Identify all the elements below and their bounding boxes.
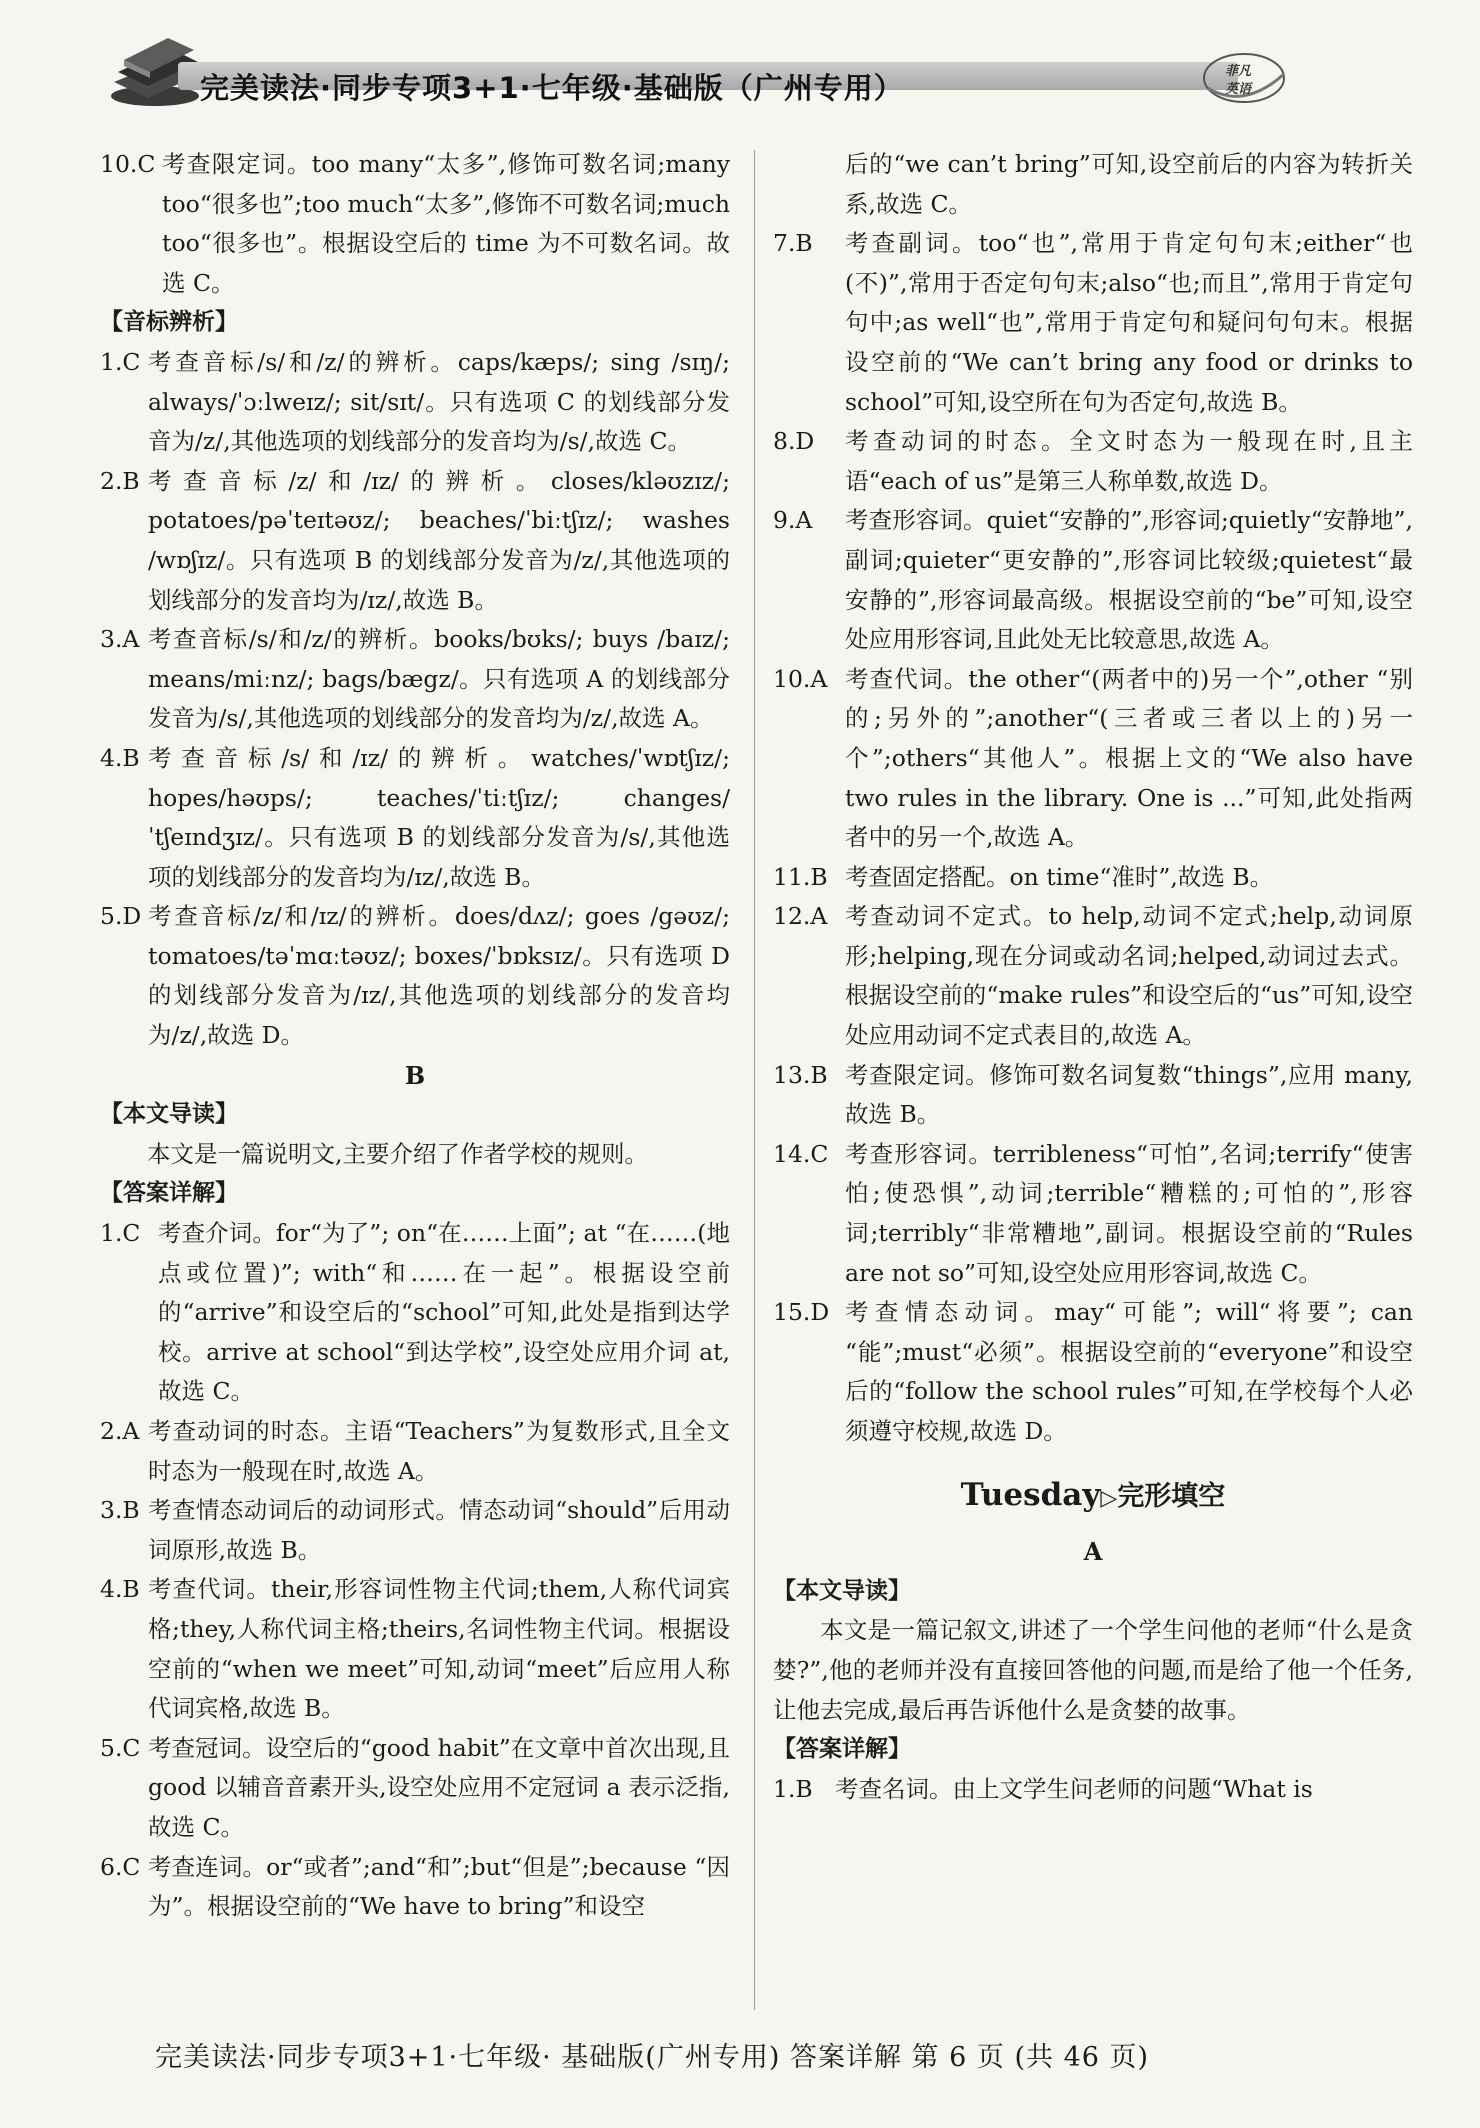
passage-heading-b: B (404, 1060, 426, 1090)
answer-item (100, 1214, 730, 1412)
item-text: 考查代词。the other“(两者中的)另一个”,other “别的;另外的”;another“(三者或三者以上的)另一个”;others“其他人”。根据上文的“We also have two rules in the library. One is ...”可知,此处指两者中的另一个,故选 A。 (845, 664, 1413, 852)
section-heading-guide: 【本文导读】 (773, 1577, 911, 1604)
item-number: 9.A (773, 506, 813, 535)
section-heading-guide: 【本文导读】 (100, 1101, 238, 1128)
guide-paragraph: 本文是一篇说明文,主要介绍了作者学校的规则。 (147, 1139, 648, 1168)
answer-item (100, 739, 730, 897)
answer-item (100, 343, 730, 462)
item-number: 6.C (100, 1852, 141, 1881)
item-text: 考查介词。for“为了”; on“在……上面”; at “在……(地点或位置)”; with“和……在一起”。根据设空前的“arrive”和设空后的“school”可知,此处是指到达学校。arrive at school“到达学校”,设空处应用介词 at,故选 C。 (158, 1219, 730, 1406)
item-text: 考查限定词。修饰可数名词复数“things”,应用 many,故选 B。 (845, 1060, 1413, 1129)
logo-text-1: 菲凡 (1225, 64, 1252, 79)
item-text: 考查音标/s/和/ɪz/的辨析。watches/ˈwɒtʃɪz/; hopes/həʊps/; teaches/ˈtiːtʃɪz/; changes/ˈtʃeɪndʒɪz/。只有选项 B 的划线部分发音为/s/,其他选项的划线部分的发音均为/ɪz/,故选 B。 (148, 743, 730, 891)
section-title-day: Tuesday (960, 1476, 1101, 1513)
section-heading-answers: 【答案详解】 (100, 1180, 238, 1207)
item-number: 11.B (773, 862, 828, 891)
answer-item (100, 620, 730, 739)
answer-item-continued (773, 145, 1413, 224)
answer-item (773, 1293, 1413, 1451)
item-number: 3.A (100, 625, 140, 654)
item-number: 10.C (100, 150, 156, 178)
item-text: 考查音标/s/和/z/的辨析。caps/kæps/; sing /sɪŋ/; always/ˈɔːlweɪz/; sit/sɪt/。只有选项 C 的划线部分发音为/z/,其他选项的划线部分的发音均为/s/,故选 C。 (148, 347, 730, 456)
item-number: 4.B (100, 1575, 140, 1604)
answer-item (773, 858, 1413, 898)
item-number: 12.A (773, 902, 828, 931)
item-text: 考查代词。their,形容词性物主代词;them,人称代词宾格;they,人称代词主格;theirs,名词性物主代词。根据设空前的“when we meet”可知,动词“meet”后应用人称代词宾格,故选 B。 (148, 1575, 730, 1723)
item-text: 考查动词的时态。主语“Teachers”为复数形式,且全文时态为一般现在时,故选 A。 (148, 1417, 730, 1485)
answer-item (100, 1570, 730, 1728)
item-number: 1.C (100, 347, 141, 376)
answer-item (773, 501, 1413, 659)
answer-item (773, 897, 1413, 1055)
answer-item (773, 1056, 1413, 1135)
answer-item (100, 1412, 730, 1491)
item-text: 考查冠词。设空后的“good habit”在文章中首次出现,且 good 以辅音音素开头,设空处应用不定冠词 a 表示泛指,故选 C。 (148, 1733, 730, 1841)
item-text: 考查音标/s/和/z/的辨析。books/bʊks/; buys /baɪz/; means/miːnz/; bags/bægz/。只有选项 A 的划线部分发音为/s/,其他选项的划线部分的发音均为/z/,故选 A。 (148, 625, 730, 733)
logo-text-2: 英语 (1225, 82, 1252, 97)
item-text: 考查动词的时态。全文时态为一般现在时,且主语“each of us”是第三人称单数,故选 D。 (845, 427, 1413, 495)
section-heading-answers: 【答案详解】 (773, 1736, 911, 1763)
item-number: 1.B (773, 1774, 813, 1803)
answer-item (773, 422, 1413, 501)
item-number: 15.D (773, 1298, 830, 1327)
item-text: 考查限定词。too many“太多”,修饰可数名词;many too“很多也”;too much“太多”,修饰不可数名词;much too“很多也”。根据设空后的 time 为不可数名词。故选 C。 (162, 150, 730, 297)
item-number: 13.B (773, 1060, 828, 1089)
header-title: 完美读法·同步专项3+1·七年级·基础版（广州专用） (200, 71, 904, 105)
item-number: 8.D (773, 427, 815, 456)
item-text: 考查音标/z/和/ɪz/的辨析。closes/kləʊzɪz/; potatoes/pəˈteɪtəʊz/; beaches/ˈbiːtʃɪz/; washes /wɒʃɪz/。只有选项 B 的划线部分发音为/z/,其他选项的划线部分的发音均为/ɪz/,故选 B。 (148, 466, 730, 614)
page-header (0, 0, 1480, 130)
item-text: 考查音标/z/和/ɪz/的辨析。does/dʌz/; goes /gəʊz/; tomatoes/təˈmɑːtəʊz/; boxes/ˈbɒksɪz/。只有选项 D 的划线部分发音为/ɪz/,其他选项的划线部分的发音均为/z/,故选 D。 (148, 902, 730, 1050)
item-number: 2.A (100, 1417, 140, 1445)
section-title (773, 1476, 1413, 1519)
answer-item (100, 145, 730, 303)
right-column (773, 145, 1413, 1809)
answer-item (773, 660, 1413, 858)
answer-item (100, 462, 730, 620)
answer-item (773, 1135, 1413, 1293)
item-number: 2.B (100, 466, 140, 495)
guide-paragraph: 本文是一篇记叙文,讲述了一个学生问他的老师“什么是贪婪?”,他的老师并没有直接回答他的问题,而是给了他一个任务,让他去完成,最后再告诉他什么是贪婪的故事。 (773, 1616, 1413, 1724)
left-column (100, 145, 730, 1927)
passage-heading-a: A (1083, 1537, 1103, 1567)
item-text: 考查形容词。terribleness“可怕”,名词;terrify“使害怕;使恐惧”,动词;terrible“糟糕的;可怕的”,形容词;terribly“非常糟地”,副词。根据设空前的“Rules are not so”可知,设空处应用形容词,故选 C。 (845, 1139, 1413, 1287)
answer-item (100, 1491, 730, 1570)
item-number: 7.B (773, 229, 813, 258)
triangle-icon: ▷ (1100, 1485, 1118, 1511)
item-number: 1.C (100, 1219, 141, 1248)
item-number: 14.C (773, 1139, 829, 1168)
section-title-sub: 完形填空 (1117, 1480, 1226, 1512)
item-number: 10.A (773, 664, 828, 693)
answer-item (100, 897, 730, 1055)
item-text: 考查情态动词。may“可能”; will“将要”; can “能”;must“必须”。根据设空前的“everyone”和设空后的“follow the school rules”可知,在学校每个人必须遵守校规,故选 D。 (845, 1298, 1413, 1445)
item-number: 3.B (100, 1496, 140, 1525)
item-text: 后的“we can’t bring”可知,设空前后的内容为转折关系,故选 C。 (845, 150, 1413, 218)
item-text: 考查固定搭配。on time“准时”,故选 B。 (845, 862, 1274, 891)
item-number: 5.D (100, 902, 142, 931)
column-divider (754, 150, 755, 2010)
answer-item (773, 224, 1413, 422)
item-text: 考查动词不定式。to help,动词不定式;help,动词原形;helping,现在分词或动名词;helped,动词过去式。根据设空前的“make rules”和设空后的“us”可知,设空处应用动词不定式表目的,故选 A。 (845, 902, 1413, 1050)
item-text: 考查情态动词后的动词形式。情态动词“should”后用动词原形,故选 B。 (148, 1496, 730, 1564)
answer-item (100, 1848, 730, 1927)
answer-item (100, 1729, 730, 1848)
section-heading-phonetics: 【音标辨析】 (100, 309, 238, 336)
item-text: 考查形容词。quiet“安静的”,形容词;quietly“安静地”,副词;quieter“更安静的”,形容词比较级;quietest“最安静的”,形容词最高级。根据设空前的“be”可知,设空处应用形容词,且此处无比较意思,故选 A。 (845, 506, 1413, 654)
item-text: 考查名词。由上文学生问老师的问题“What is (835, 1774, 1313, 1803)
item-text: 考查连词。or“或者”;and“和”;but“但是”;because “因为”。根据设空前的“We have to bring”和设空 (148, 1852, 730, 1921)
answer-item (773, 1770, 1413, 1810)
item-number: 5.C (100, 1733, 141, 1762)
page-footer: 完美读法·同步专项3+1·七年级· 基础版(广州专用) 答案详解 第 6 页 (共 46 页) (155, 2042, 1150, 2073)
item-number: 4.B (100, 743, 140, 772)
item-text: 考查副词。too“也”,常用于肯定句句末;either“也(不)”,常用于否定句句末;also“也;而且”,常用于肯定句句中;as well“也”,常用于肯定句和疑问句句末。根据设空前的“We can’t bring any food or drinks to school”可知,设空所在句为否定句,故选 B。 (845, 229, 1413, 416)
